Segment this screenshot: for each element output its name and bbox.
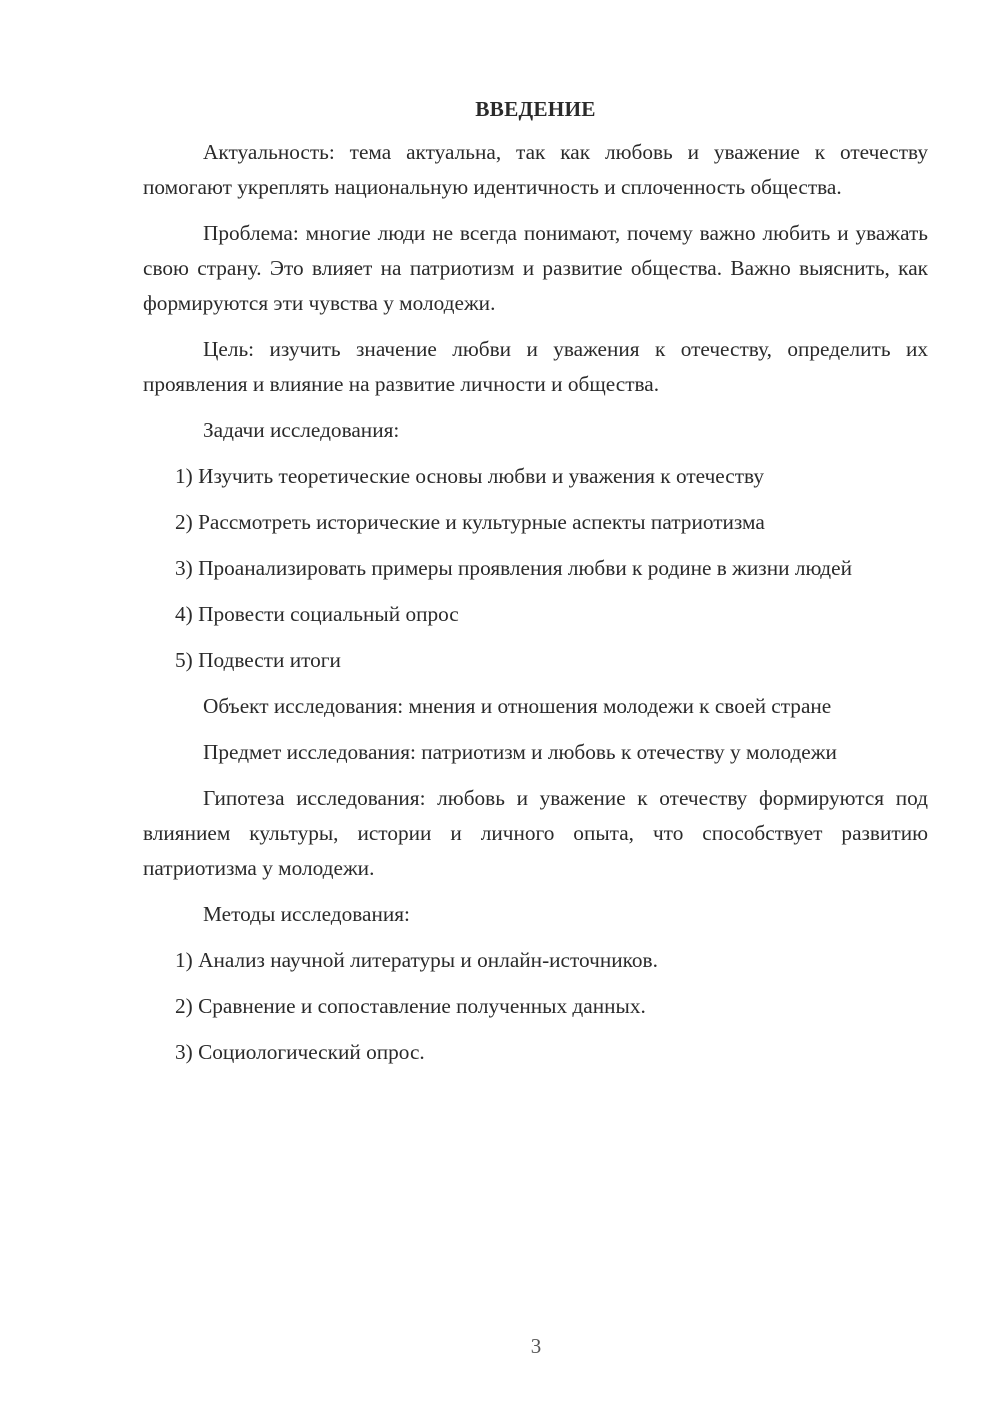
paragraph-object: Объект исследования: мнения и отношения молодежи к своей стране <box>203 694 832 718</box>
list-item-task-4: 4) Провести социальный опрос <box>175 602 459 626</box>
page-number: 3 <box>530 1334 542 1358</box>
section-heading: ВВЕДЕНИЕ <box>475 97 596 121</box>
paragraph-methods-title: Методы исследования: <box>203 902 410 926</box>
list-item-task-2: 2) Рассмотреть исторические и культурные аспекты патриотизма <box>175 510 765 534</box>
paragraph-problem: Проблема: многие люди не всегда понимают, почему важно любить и уважать свою страну. Это влияет на патриотизм и развитие общества. Важно выяснить, как формируются эти чувства у молодежи. <box>143 221 928 315</box>
paragraph-goal: Цель: изучить значение любви и уважения к отечеству, определить их проявления и влияние на развитие личности и общества. <box>143 337 928 396</box>
paragraph-relevance: Актуальность: тема актуальна, так как любовь и уважение к отечеству помогают укреплять национальную идентичность и сплоченность общества. <box>143 140 928 199</box>
list-item-task-3: 3) Проанализировать примеры проявления любви к родине в жизни людей <box>175 556 852 580</box>
paragraph-subject: Предмет исследования: патриотизм и любовь к отечеству у молодежи <box>203 740 837 764</box>
list-item-method-2: 2) Сравнение и сопоставление полученных данных. <box>175 994 646 1018</box>
page-content <box>143 92 928 1081</box>
paragraph-hypothesis: Гипотеза исследования: любовь и уважение к отечеству формируются под влиянием культуры, истории и личного опыта, что способствует развитию патриотизма у молодежи. <box>143 786 928 880</box>
paragraph-tasks-title: Задачи исследования: <box>203 418 400 442</box>
list-item-method-3: 3) Социологический опрос. <box>175 1040 425 1064</box>
list-item-task-1: 1) Изучить теоретические основы любви и уважения к отечеству <box>175 464 765 488</box>
list-item-method-1: 1) Анализ научной литературы и онлайн-источников. <box>175 948 658 972</box>
list-item-task-5: 5) Подвести итоги <box>175 648 341 672</box>
